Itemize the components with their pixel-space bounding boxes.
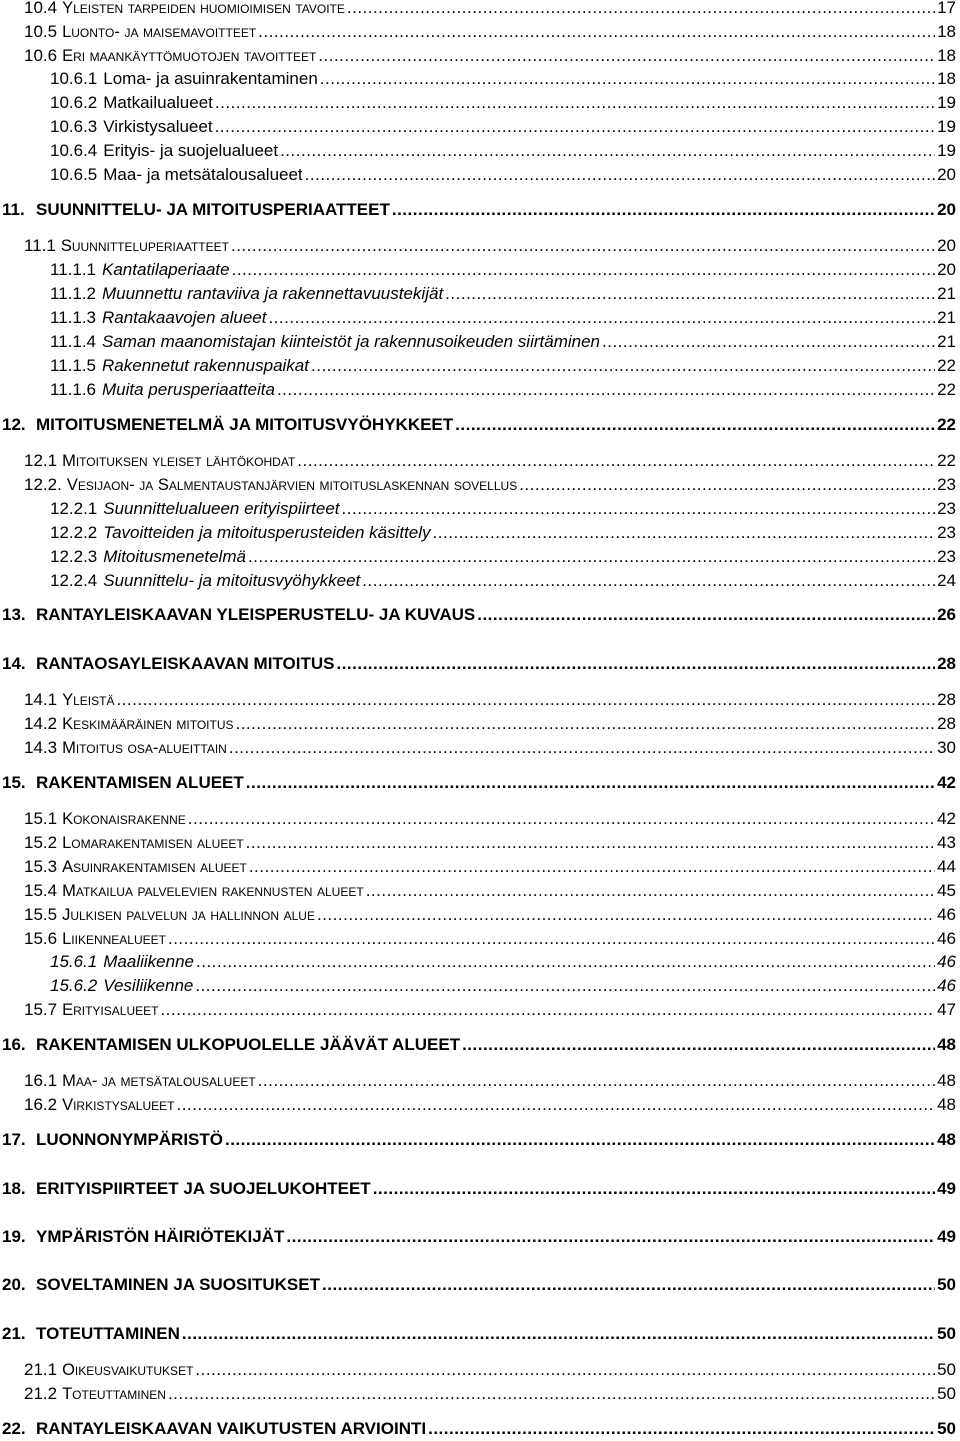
toc-entry	[0, 115, 960, 139]
toc-entry-page: 46	[937, 952, 956, 971]
toc-entry-number: 11.1.3	[50, 308, 97, 327]
toc-dot-leader	[116, 688, 935, 712]
toc-entry-page: 17	[937, 0, 956, 17]
toc-entry	[0, 545, 960, 569]
toc-entry-number: 20.	[2, 1275, 26, 1294]
toc-dot-leader	[602, 330, 935, 354]
toc-entry	[0, 569, 960, 593]
toc-entry-page: 49	[937, 1227, 956, 1246]
toc-entry-page: 46	[937, 976, 956, 995]
toc-entry-title: Keskimääräinen mitoitus	[62, 715, 234, 733]
toc-entry-title: Kokonaisrakenne	[62, 810, 186, 828]
toc-entry	[0, 521, 960, 545]
toc-entry-page: 30	[937, 738, 956, 757]
toc-entry	[0, 1225, 960, 1249]
toc-entry-number: 15.7	[24, 1000, 58, 1019]
toc-entry	[0, 91, 960, 115]
toc-entry-title: YMPÄRISTÖN HÄIRIÖTEKIJÄT	[36, 1227, 285, 1246]
toc-entry	[0, 1033, 960, 1057]
toc-entry-number: 14.2	[24, 714, 58, 733]
toc-entry-title: ERITYISPIIRTEET JA SUOJELUKOHTEET	[36, 1179, 371, 1198]
toc-entry	[0, 258, 960, 282]
toc-entry-title: Julkisen palvelun ja hallinnon alue	[62, 906, 315, 924]
toc-entry-number: 10.6.4	[50, 141, 98, 160]
toc-entry-title: Oikeusvaikutukset	[62, 1361, 194, 1379]
toc-entry-title: RAKENTAMISEN ULKOPUOLELLE JÄÄVÄT ALUEET	[36, 1035, 461, 1054]
toc-entry-title: Eri maankäyttömuotojen tavoitteet	[62, 47, 317, 65]
toc-entry-page: 22	[937, 356, 956, 375]
toc-entry-number: 11.1	[24, 236, 56, 255]
toc-dot-leader	[182, 1322, 935, 1346]
toc-entry-number: 13.	[2, 605, 26, 624]
toc-dot-leader	[305, 163, 935, 187]
toc-entry-title: LUONNONYMPÄRISTÖ	[36, 1130, 223, 1149]
toc-dot-leader	[248, 545, 935, 569]
toc-entry-number: 16.	[2, 1035, 26, 1054]
toc-entry	[0, 139, 960, 163]
toc-entry-title: Kantatilaperiaate	[102, 260, 230, 279]
toc-entry-page: 43	[937, 833, 956, 852]
toc-entry	[0, 855, 960, 879]
toc-entry-number: 10.5	[24, 22, 58, 41]
toc-entry-page: 19	[937, 117, 956, 136]
toc-entry-page: 22	[937, 415, 956, 434]
toc-dot-leader	[176, 1093, 935, 1117]
toc-entry	[0, 652, 960, 676]
toc-entry-page: 46	[937, 905, 956, 924]
toc-dot-leader	[188, 807, 935, 831]
toc-dot-leader	[277, 378, 935, 402]
toc-entry-title: Erityis- ja suojelualueet	[103, 141, 279, 160]
toc-entry-title: Erityisalueet	[62, 1001, 159, 1019]
toc-entry-page: 18	[937, 22, 956, 41]
toc-dot-leader	[249, 855, 935, 879]
toc-entry-number: 10.6.1	[50, 69, 98, 88]
toc-dot-leader	[392, 198, 935, 222]
toc-dot-leader	[519, 473, 935, 497]
toc-dot-leader	[373, 1177, 935, 1201]
toc-entry	[0, 736, 960, 760]
toc-entry	[0, 903, 960, 927]
toc-entry-number: 21.	[2, 1324, 26, 1343]
toc-entry-number: 10.4	[24, 0, 58, 17]
toc-entry-number: 18.	[2, 1179, 26, 1198]
toc-dot-leader	[318, 44, 935, 68]
toc-entry-number: 14.1	[24, 690, 58, 709]
toc-entry-number: 11.1.1	[50, 260, 97, 279]
toc-dot-leader	[229, 736, 935, 760]
toc-dot-leader	[342, 497, 936, 521]
toc-entry-number: 15.4	[24, 881, 58, 900]
toc-entry-number: 11.	[2, 200, 25, 219]
toc-entry-page: 28	[937, 714, 956, 733]
toc-entry-number: 15.	[2, 773, 26, 792]
toc-dot-leader	[477, 603, 935, 627]
toc-entry-page: 23	[937, 475, 956, 494]
toc-dot-leader	[322, 1273, 935, 1297]
toc-entry-title: Saman maanomistajan kiinteistöt ja rakennusoikeuden siirtäminen	[102, 332, 601, 351]
toc-dot-leader	[225, 1128, 935, 1152]
toc-dot-leader	[196, 950, 935, 974]
toc-entry-title: Vesiliikenne	[103, 976, 194, 995]
toc-entry-page: 18	[937, 46, 956, 65]
toc-entry-page: 45	[937, 881, 956, 900]
toc-entry-page: 44	[937, 857, 956, 876]
toc-entry-title: Yleisten tarpeiden huomioimisen tavoite	[62, 0, 345, 17]
toc-dot-leader	[320, 67, 935, 91]
toc-entry-title: MITOITUSMENETELMÄ JA MITOITUSVYÖHYKKEET	[36, 415, 454, 434]
toc-entry-title: Matkailua palvelevien rakennusten alueet	[62, 882, 364, 900]
toc-entry	[0, 927, 960, 951]
toc-entry-page: 24	[937, 571, 956, 590]
toc-entry-title: Maa- ja metsätalousalueet	[103, 165, 303, 184]
toc-dot-leader	[231, 234, 935, 258]
toc-entry	[0, 1358, 960, 1382]
toc-entry-title: RANTAOSAYLEISKAAVAN MITOITUS	[36, 654, 335, 673]
toc-entry	[0, 688, 960, 712]
toc-entry-number: 11.1.5	[50, 356, 97, 375]
toc-dot-leader	[195, 1358, 935, 1382]
toc-entry-page: 42	[937, 809, 956, 828]
toc-entry	[0, 234, 960, 258]
toc-entry-title: Mitoitusmenetelmä	[103, 547, 246, 566]
toc-entry	[0, 807, 960, 831]
toc-entry-page: 23	[937, 547, 956, 566]
toc-dot-leader	[311, 354, 935, 378]
toc-entry	[0, 413, 960, 437]
toc-entry-title: Maa- ja metsätalousalueet	[62, 1072, 256, 1090]
toc-entry-title: TOTEUTTAMINEN	[36, 1324, 180, 1343]
toc-dot-leader	[258, 1069, 935, 1093]
toc-entry	[0, 330, 960, 354]
toc-dot-leader	[160, 998, 935, 1022]
toc-entry-page: 48	[937, 1130, 956, 1149]
toc-entry-number: 11.1.4	[50, 332, 97, 351]
toc-entry-number: 22.	[2, 1419, 26, 1438]
toc-entry-number: 15.6.1	[50, 952, 98, 971]
toc-entry-title: SUUNNITTELU- JA MITOITUSPERIAATTEET	[36, 200, 390, 219]
toc-entry-number: 15.6	[24, 929, 58, 948]
toc-entry	[0, 1128, 960, 1152]
toc-dot-leader	[268, 306, 935, 330]
toc-entry-title: Muita perusperiaatteita	[102, 380, 275, 399]
toc-entry-number: 14.	[2, 654, 26, 673]
toc-entry	[0, 163, 960, 187]
toc-entry	[0, 712, 960, 736]
toc-entry-page: 21	[937, 284, 956, 303]
toc-entry-title: Tavoitteiden ja mitoitusperusteiden käsittely	[103, 523, 431, 542]
toc-entry	[0, 771, 960, 795]
toc-entry-title: RANTAYLEISKAAVAN YLEISPERUSTELU- JA KUVAUS	[36, 605, 476, 624]
toc-dot-leader	[455, 413, 935, 437]
toc-entry	[0, 198, 960, 222]
toc-dot-leader	[168, 1382, 935, 1406]
toc-entry-page: 50	[937, 1384, 956, 1403]
toc-entry-page: 49	[937, 1179, 956, 1198]
toc-entry	[0, 473, 960, 497]
toc-entry-number: 12.2.4	[50, 571, 98, 590]
toc-entry	[0, 44, 960, 68]
toc-entry-number: 16.2	[24, 1095, 58, 1114]
toc-entry-page: 20	[937, 260, 956, 279]
toc-dot-leader	[433, 521, 936, 545]
toc-entry	[0, 1417, 960, 1441]
toc-entry-number: 10.6.5	[50, 165, 98, 184]
toc-entry-page: 50	[937, 1275, 956, 1294]
toc-entry-title: RANTAYLEISKAAVAN VAIKUTUSTEN ARVIOINTI	[36, 1419, 427, 1438]
toc-entry-number: 12.2.	[24, 475, 62, 494]
toc-dot-leader	[366, 879, 935, 903]
toc-entry-page: 21	[937, 332, 956, 351]
toc-entry-title: Yleistä	[62, 691, 115, 709]
toc-entry-number: 15.2	[24, 833, 58, 852]
toc-entry-title: Rantakaavojen alueet	[102, 308, 267, 327]
toc-dot-leader	[362, 569, 935, 593]
toc-dot-leader	[462, 1033, 935, 1057]
toc-entry-page: 20	[937, 236, 956, 255]
toc-entry	[0, 950, 960, 974]
toc-dot-leader	[317, 903, 935, 927]
toc-entry	[0, 998, 960, 1022]
toc-entry-title: Vesijaon- ja Salmentaustanjärvien mitoituslaskennan sovellus	[66, 476, 518, 494]
toc-dot-leader	[246, 771, 935, 795]
toc-entry-title: Suunnittelualueen erityispiirteet	[103, 499, 340, 518]
toc-dot-leader	[347, 0, 935, 20]
toc-entry-title: Asuinrakentamisen alueet	[62, 858, 247, 876]
toc-dot-leader	[168, 927, 935, 951]
toc-entry-title: Luonto- ja maisemavoitteet	[62, 23, 257, 41]
toc-entry	[0, 67, 960, 91]
toc-entry-title: Liikennealueet	[62, 930, 166, 948]
toc-entry-page: 48	[937, 1095, 956, 1114]
toc-entry-title: Loma- ja asuinrakentaminen	[103, 69, 318, 88]
toc-entry-title: Suunnitteluperiaatteet	[60, 237, 229, 255]
toc-entry-title: RAKENTAMISEN ALUEET	[36, 773, 244, 792]
toc-dot-leader	[215, 115, 936, 139]
toc-entry-page: 20	[937, 200, 956, 219]
toc-entry-number: 15.3	[24, 857, 58, 876]
toc-entry-title: Rakennetut rakennuspaikat	[102, 356, 309, 375]
toc-entry-title: Mitoituksen yleiset lähtökohdat	[62, 452, 296, 470]
toc-entry-page: 23	[937, 499, 956, 518]
toc-entry-title: Mitoitus osa-alueittain	[62, 739, 227, 757]
toc-dot-leader	[215, 91, 935, 115]
toc-entry-page: 28	[937, 690, 956, 709]
toc-entry-page: 26	[937, 605, 956, 624]
toc-entry-number: 10.6.2	[50, 93, 98, 112]
toc-entry-page: 22	[937, 380, 956, 399]
toc-entry-title: Lomarakentamisen alueet	[62, 834, 244, 852]
toc-entry-page: 28	[937, 654, 956, 673]
toc-entry-number: 12.2.3	[50, 547, 98, 566]
toc-entry-title: Toteuttaminen	[62, 1385, 166, 1403]
toc-entry-page: 23	[937, 523, 956, 542]
toc-entry-number: 16.1	[24, 1071, 58, 1090]
toc-entry-title: Muunnettu rantaviiva ja rakennettavuustekijät	[102, 284, 444, 303]
toc-entry-page: 18	[937, 69, 956, 88]
toc-entry-number: 11.1.2	[50, 284, 97, 303]
toc-entry	[0, 879, 960, 903]
toc-entry	[0, 831, 960, 855]
toc-entry-number: 14.3	[24, 738, 58, 757]
toc-entry	[0, 282, 960, 306]
toc-dot-leader	[445, 282, 935, 306]
toc-dot-leader	[246, 831, 935, 855]
toc-entry-page: 48	[937, 1071, 956, 1090]
toc-entry-page: 50	[937, 1419, 956, 1438]
toc-entry	[0, 1273, 960, 1297]
toc-entry-page: 19	[937, 141, 956, 160]
toc-entry	[0, 1322, 960, 1346]
toc-entry-page: 21	[937, 308, 956, 327]
toc-entry-page: 46	[937, 929, 956, 948]
toc-entry	[0, 306, 960, 330]
toc-entry-title: SOVELTAMINEN JA SUOSITUKSET	[36, 1275, 320, 1294]
toc-entry-number: 12.2.2	[50, 523, 98, 542]
toc-entry-number: 21.1	[24, 1360, 58, 1379]
toc-entry-number: 15.1	[24, 809, 58, 828]
toc-entry-page: 50	[937, 1360, 956, 1379]
toc-dot-leader	[286, 1225, 935, 1249]
toc-dot-leader	[280, 139, 935, 163]
toc-dot-leader	[232, 258, 935, 282]
toc-entry	[0, 449, 960, 473]
toc-entry-number: 15.5	[24, 905, 58, 924]
toc-entry-number: 19.	[2, 1227, 26, 1246]
toc-entry-number: 12.2.1	[50, 499, 98, 518]
toc-entry-number: 10.6.3	[50, 117, 98, 136]
toc-entry	[0, 378, 960, 402]
toc-entry	[0, 603, 960, 627]
toc-entry-page: 48	[937, 1035, 956, 1054]
toc-entry-page: 20	[937, 165, 956, 184]
toc-entry-page: 22	[937, 451, 956, 470]
toc-entry-title: Virkistysalueet	[103, 117, 213, 136]
toc-entry-title: Maaliikenne	[103, 952, 194, 971]
toc-entry-page: 42	[937, 773, 956, 792]
toc-entry-page: 19	[937, 93, 956, 112]
toc-entry-number: 17.	[2, 1130, 26, 1149]
toc-entry-number: 11.1.6	[50, 380, 97, 399]
toc-entry	[0, 497, 960, 521]
toc-entry	[0, 354, 960, 378]
toc-entry	[0, 0, 960, 20]
toc-dot-leader	[195, 974, 935, 998]
toc-entry	[0, 1382, 960, 1406]
toc-entry-title: Matkailualueet	[103, 93, 213, 112]
toc-entry-number: 15.6.2	[50, 976, 98, 995]
toc-dot-leader	[428, 1417, 935, 1441]
toc-dot-leader	[336, 652, 935, 676]
toc-entry-page: 47	[937, 1000, 956, 1019]
toc-entry-page: 50	[937, 1324, 956, 1343]
toc-entry-number: 21.2	[24, 1384, 58, 1403]
toc-entry-title: Suunnittelu- ja mitoitusvyöhykkeet	[103, 571, 361, 590]
toc-dot-leader	[235, 712, 935, 736]
toc-entry-number: 12.	[2, 415, 26, 434]
toc-entry-number: 12.1	[24, 451, 58, 470]
toc-dot-leader	[297, 449, 935, 473]
toc-entry-number: 10.6	[24, 46, 58, 65]
toc-entry	[0, 974, 960, 998]
toc-entry	[0, 1069, 960, 1093]
toc-entry	[0, 1177, 960, 1201]
toc-entry	[0, 1093, 960, 1117]
toc-entry	[0, 20, 960, 44]
toc-dot-leader	[258, 20, 935, 44]
toc-entry-title: Virkistysalueet	[62, 1096, 175, 1114]
